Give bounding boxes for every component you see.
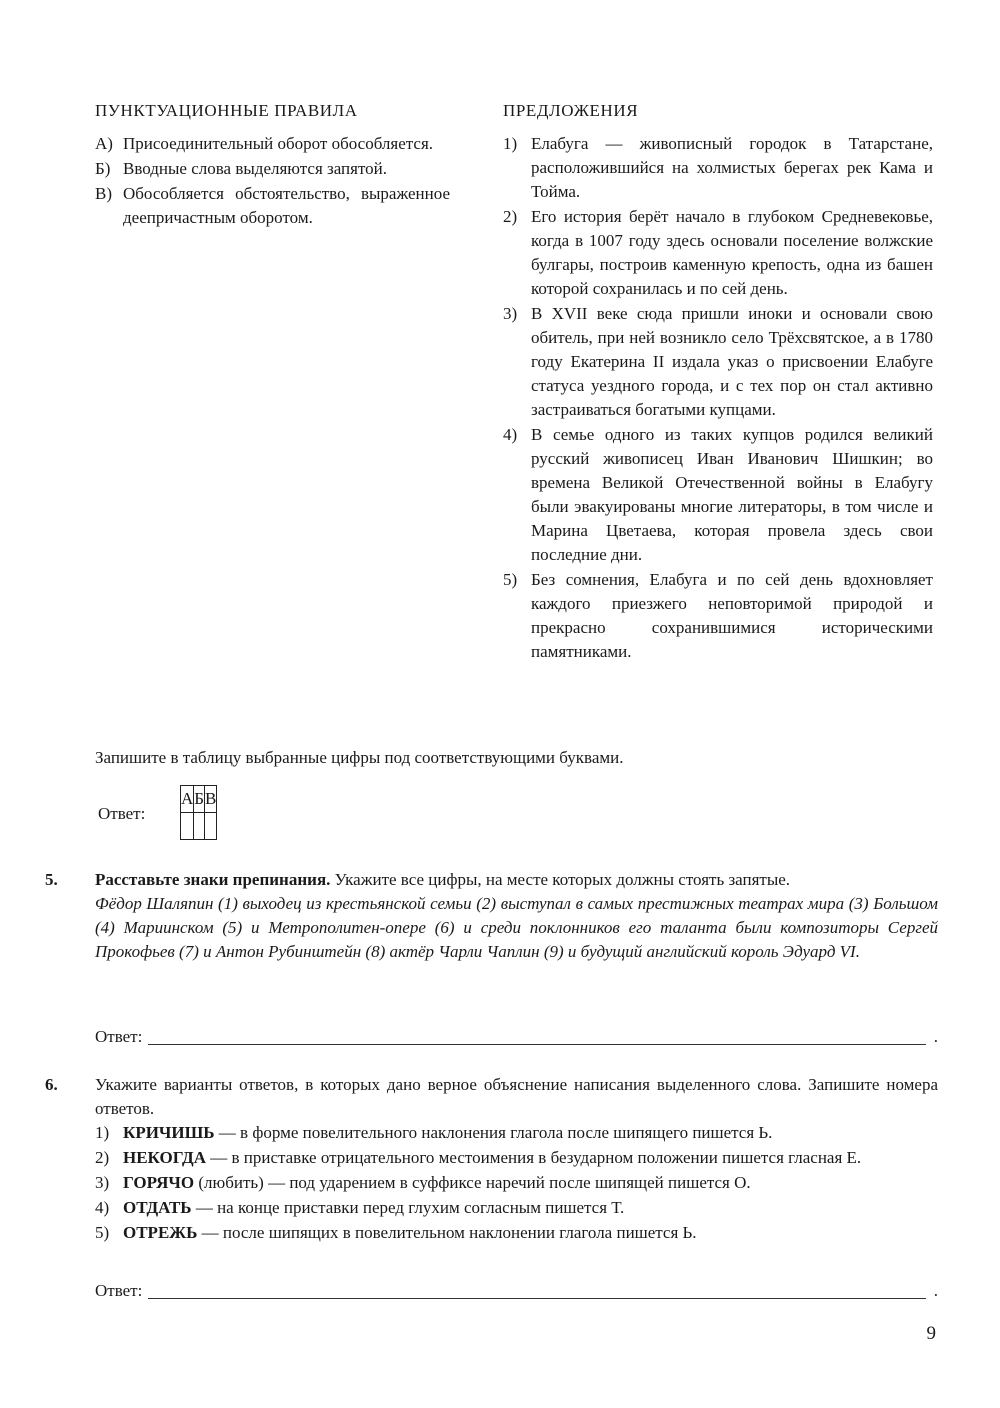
sentence-item-5 — [503, 568, 933, 664]
sentence-mark: 2) — [503, 207, 518, 226]
task-6-answer — [95, 1278, 938, 1303]
option-item-2 — [95, 1146, 938, 1170]
rules-heading: ПУНКТУАЦИОННЫЕ ПРАВИЛА — [95, 101, 358, 120]
task-number: 5. — [45, 870, 58, 889]
sentences-column — [503, 99, 933, 665]
answer-table — [180, 785, 217, 840]
task-number: 6. — [45, 1075, 58, 1094]
table-instruction: Запишите в таблицу выбранные цифры под соответствующими буквами. — [95, 748, 624, 767]
task-text: Фёдор Шаляпин (1) выходец из крестьянской семьи (2) выступал в самых престижных театрах мира (3) Большом (4) Мариинском (5) и Метрополитен-опере (6) и среди поклонников его таланта были композиторы Сергей Прокофьев (7) и Антон Рубинштейн (8) актёр Чарли Чаплин (9) и будущий английский король Эдуард VI. — [95, 894, 938, 961]
option-mark: 5) — [95, 1223, 110, 1242]
task-title: Расставьте знаки препинания. — [95, 870, 331, 889]
option-word: ОТРЕЖЬ — [123, 1223, 198, 1242]
rules-column — [95, 99, 450, 231]
task-body — [95, 1073, 938, 1245]
option-item-1 — [95, 1121, 938, 1145]
task-body — [95, 868, 938, 964]
answer-header-a: А — [181, 786, 194, 813]
option-explanation: — в приставке отрицательного местоимения в безударном положении пишется гласная Е. — [205, 1148, 862, 1167]
option-word: ОТДАТЬ — [123, 1198, 192, 1217]
rule-mark: Б) — [95, 159, 111, 178]
option-word: КРИЧИШЬ — [123, 1123, 215, 1142]
answer-table-header-row — [181, 786, 217, 813]
option-mark: 3) — [95, 1173, 110, 1192]
sentence-item-3 — [503, 302, 933, 422]
option-mark: 2) — [95, 1148, 110, 1167]
rule-mark: А) — [95, 134, 113, 153]
rule-item-b — [95, 157, 450, 181]
option-text — [123, 1196, 938, 1220]
option-explanation: — после шипящих в повелительном наклонении глагола пишется Ь. — [197, 1223, 697, 1242]
sentence-text: В XVII веке сюда пришли иноки и основали свою обитель, при ней возникло село Трёхсвятское, а в 1780 году Екатерина II издала указ о присвоении Елабуге статуса уездного города, и с тех пор он стал активно застраиваться богатыми купцами. — [531, 304, 933, 419]
option-mark: 1) — [95, 1123, 110, 1142]
task-6 — [45, 1073, 938, 1246]
sentences-heading: ПРЕДЛОЖЕНИЯ — [503, 101, 639, 120]
sentence-text: В семье одного из таких купцов родился великий русский живописец Иван Иванович Шишкин; во времена Великой Отечественной войны в Елабугу были эвакуированы многие литераторы, в том числе и Марина Цветаева, которая провела здесь свои последние дни. — [531, 425, 933, 564]
option-explanation: — в форме повелительного наклонения глагола после шипящего пишется Ь. — [214, 1123, 773, 1142]
task-5-answer — [95, 1024, 938, 1049]
answer-label: Ответ: — [95, 1027, 143, 1046]
answer-table-input-row — [181, 813, 217, 840]
answer-label: Ответ: — [95, 1281, 143, 1300]
sentence-mark: 5) — [503, 570, 518, 589]
option-text — [123, 1146, 938, 1170]
answer-blank[interactable] — [148, 1024, 925, 1045]
sentence-text: Елабуга — живописный городок в Татарстане, расположившийся на холмистых берегах рек Кама и Тойма. — [531, 134, 933, 201]
option-text — [123, 1121, 938, 1145]
answer-cell-a[interactable] — [181, 813, 194, 840]
answer-cell-b[interactable] — [194, 813, 205, 840]
page-number: 9 — [926, 1323, 936, 1344]
sentence-mark: 1) — [503, 134, 518, 153]
option-mark: 4) — [95, 1198, 110, 1217]
sentence-item-4 — [503, 423, 933, 567]
answer-header-b: Б — [194, 786, 205, 813]
rule-item-v — [95, 182, 450, 230]
rule-text: Присоединительный оборот обособляется. — [123, 134, 434, 153]
sentence-mark: 3) — [503, 304, 518, 323]
option-word: НЕКОГДА — [123, 1148, 206, 1167]
rule-mark: В) — [95, 184, 112, 203]
task-options — [95, 1121, 938, 1245]
sentence-item-1 — [503, 132, 933, 204]
sentence-mark: 4) — [503, 425, 518, 444]
option-explanation: (любить) — под ударением в суффиксе наречий после шипящей пишется О. — [194, 1173, 751, 1192]
answer-header-v: В — [205, 786, 217, 813]
rule-item-a — [95, 132, 450, 156]
option-explanation: — на конце приставки перед глухим согласным пишется Т. — [191, 1198, 625, 1217]
answer-blank[interactable] — [148, 1278, 925, 1299]
option-item-5 — [95, 1221, 938, 1245]
rule-text: Обособляется обстоятельство, выраженное деепричастным оборотом. — [123, 184, 450, 227]
option-item-3 — [95, 1171, 938, 1195]
option-word: ГОРЯЧО — [123, 1173, 195, 1192]
sentence-item-2 — [503, 205, 933, 301]
answer-end: . — [933, 1027, 938, 1046]
sentence-text: Без сомнения, Елабуга и по сей день вдохновляет каждого приезжего неповторимой природой и прекрасно сохранившимися историческими памятниками. — [531, 570, 933, 661]
rule-text: Вводные слова выделяются запятой. — [123, 159, 388, 178]
task-instruction: Укажите варианты ответов, в которых дано верное объяснение написания выделенного слова. Запишите номера ответов. — [95, 1075, 938, 1118]
answer-end: . — [933, 1281, 938, 1300]
option-text — [123, 1221, 938, 1245]
task-instruction: Укажите все цифры, на месте которых должны стоять запятые. — [330, 870, 791, 889]
sentence-text: Его история берёт начало в глубоком Средневековье, когда в 1007 году здесь основали поселение волжские булгары, построив каменную крепость, одна из башен которой сохранилась и по сей день. — [531, 207, 933, 298]
option-text — [123, 1171, 938, 1195]
answer-cell-v[interactable] — [205, 813, 217, 840]
answer-label: Ответ: — [98, 804, 146, 823]
task-5 — [45, 868, 938, 964]
option-item-4 — [95, 1196, 938, 1220]
